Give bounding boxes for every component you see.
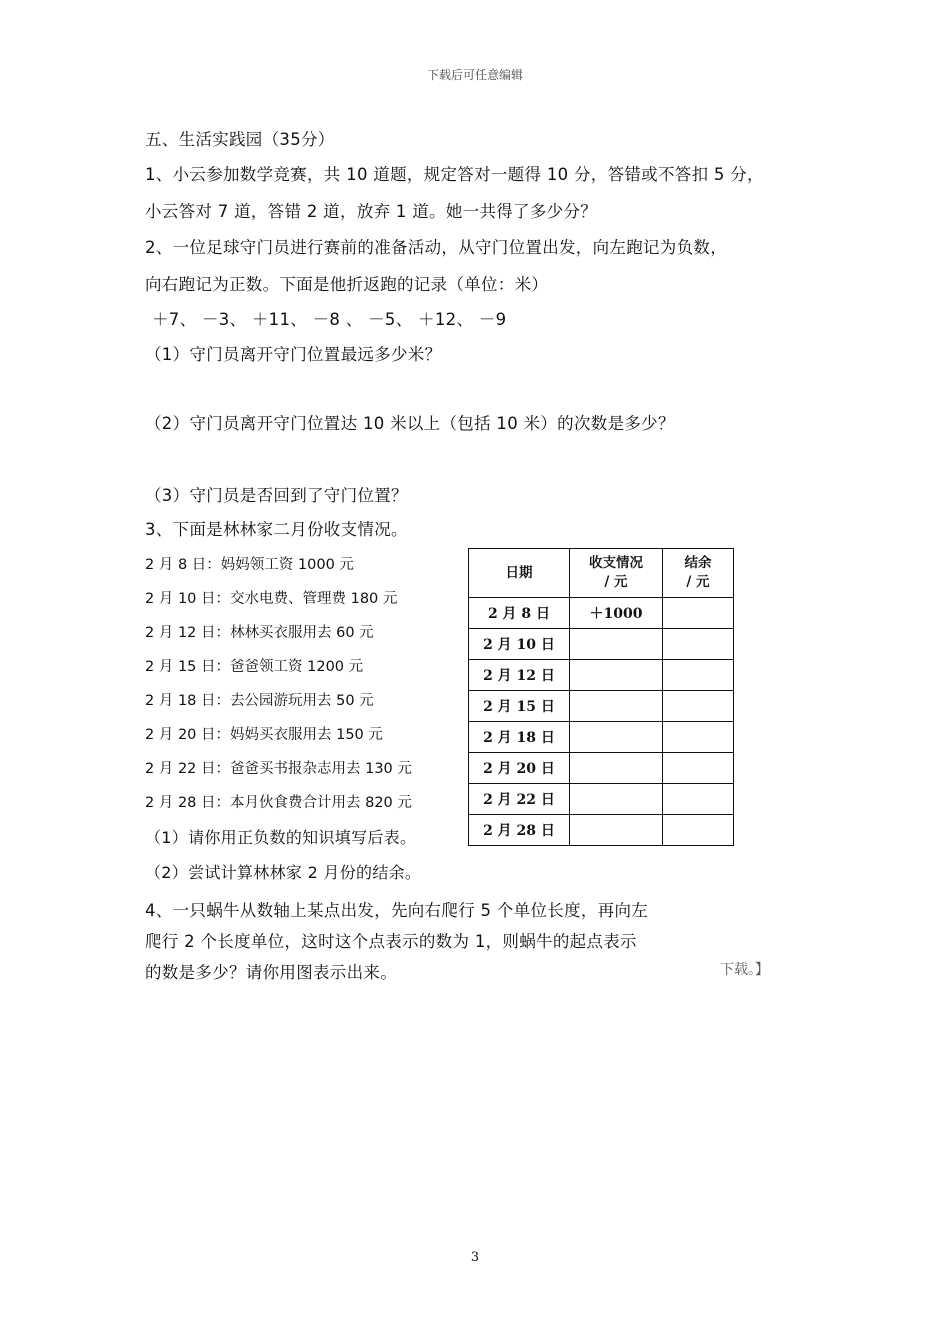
q2-sub-2: （2）守门员离开守门位置达 10 米以上（包括 10 米）的次数是多少？: [145, 414, 675, 433]
cell-balance: [663, 660, 734, 691]
q3-intro: 3、下面是林林家二月份收支情况。: [145, 520, 408, 539]
cell-date: 2 月 18 日: [469, 722, 570, 753]
cell-income: [570, 753, 663, 784]
q3-entry: 2 月 15 日：爸爸领工资 1200 元: [145, 659, 364, 675]
header-income-line-2: / 元: [604, 574, 628, 590]
income-expense-table: [468, 548, 734, 846]
q3-entry: 2 月 18 日：去公园游玩用去 50 元: [145, 693, 374, 709]
q3-entry: 2 月 28 日：本月伙食费合计用去 820 元: [145, 795, 412, 811]
q2-line-2: 向右跑记为正数。下面是他折返跑的记录（单位：米）: [145, 275, 549, 294]
table-header-row: [469, 549, 734, 598]
cell-balance: [663, 753, 734, 784]
cell-date: 2 月 15 日: [469, 691, 570, 722]
cell-income: [570, 815, 663, 846]
cell-balance: [663, 722, 734, 753]
table-row: [469, 660, 734, 691]
q3-sub-2: （2）尝试计算林林家 2 月份的结余。: [145, 863, 422, 882]
q3-entry: 2 月 10 日：交水电费、管理费 180 元: [145, 591, 398, 607]
section-title: 五、生活实践园（35分）: [145, 130, 335, 149]
header-balance: [663, 549, 734, 598]
cell-balance: [663, 598, 734, 629]
q3-sub-1: （1）请你用正负数的知识填写后表。: [145, 828, 417, 847]
cell-income: [570, 722, 663, 753]
cell-income: [570, 629, 663, 660]
cell-date: 2 月 8 日: [469, 598, 570, 629]
q2-line-1: 2、一位足球守门员进行赛前的准备活动，从守门位置出发，向左跑记为负数，: [145, 238, 727, 257]
cell-date: 2 月 22 日: [469, 784, 570, 815]
cell-income: [570, 691, 663, 722]
header-balance-line-1: 结余: [684, 555, 712, 571]
table-row: [469, 722, 734, 753]
cell-balance: [663, 691, 734, 722]
page-number: 3: [470, 1250, 480, 1265]
header-balance-line-2: / 元: [686, 574, 710, 590]
q1-line-1: 1、小云参加数学竞赛，共 10 道题，规定答对一题得 10 分，答错或不答扣 5 分，: [145, 165, 764, 184]
q1-line-2: 小云答对 7 道，答错 2 道，放弃 1 道。她一共得了多少分？: [145, 202, 598, 221]
cell-income: ＋1000: [570, 598, 663, 629]
q3-entry: 2 月 22 日：爸爸买书报杂志用去 130 元: [145, 761, 412, 777]
cell-balance: [663, 815, 734, 846]
q2-sub-3: （3）守门员是否回到了守门位置？: [145, 486, 408, 505]
q2-sub-1: （1）守门员离开守门位置最远多少米？: [145, 345, 442, 364]
table-row: [469, 753, 734, 784]
cell-income: [570, 660, 663, 691]
header-date: 日期: [469, 549, 570, 598]
table-row: [469, 691, 734, 722]
cell-date: 2 月 20 日: [469, 753, 570, 784]
header-income: [570, 549, 663, 598]
cell-income: [570, 784, 663, 815]
cell-date: 2 月 28 日: [469, 815, 570, 846]
q4-line-2: 爬行 2 个长度单位，这时这个点表示的数为 1，则蜗牛的起点表示: [145, 932, 637, 951]
q2-record: ＋7、 －3、 ＋11、 －8 、 －5、 ＋12、 －9: [152, 310, 507, 329]
table-row: [469, 784, 734, 815]
header-income-line-1: 收支情况: [589, 555, 643, 571]
q4-line-1: 4、一只蜗牛从数轴上某点出发，先向右爬行 5 个单位长度，再向左: [145, 901, 649, 920]
q3-entry: 2 月 8 日：妈妈领工资 1000 元: [145, 557, 354, 573]
q3-entry: 2 月 12 日：林林买衣服用去 60 元: [145, 625, 374, 641]
table-row: [469, 815, 734, 846]
cell-date: 2 月 10 日: [469, 629, 570, 660]
q3-entry: 2 月 20 日：妈妈买衣服用去 150 元: [145, 727, 383, 743]
page-header: 下载后可任意编辑: [426, 68, 523, 82]
q4-line-3: 的数是多少？请你用图表示出来。: [145, 963, 397, 982]
table-row: [469, 629, 734, 660]
table-row: [469, 598, 734, 629]
cell-balance: [663, 629, 734, 660]
cell-date: 2 月 12 日: [469, 660, 570, 691]
download-note: 下载。】: [720, 962, 769, 978]
cell-balance: [663, 784, 734, 815]
